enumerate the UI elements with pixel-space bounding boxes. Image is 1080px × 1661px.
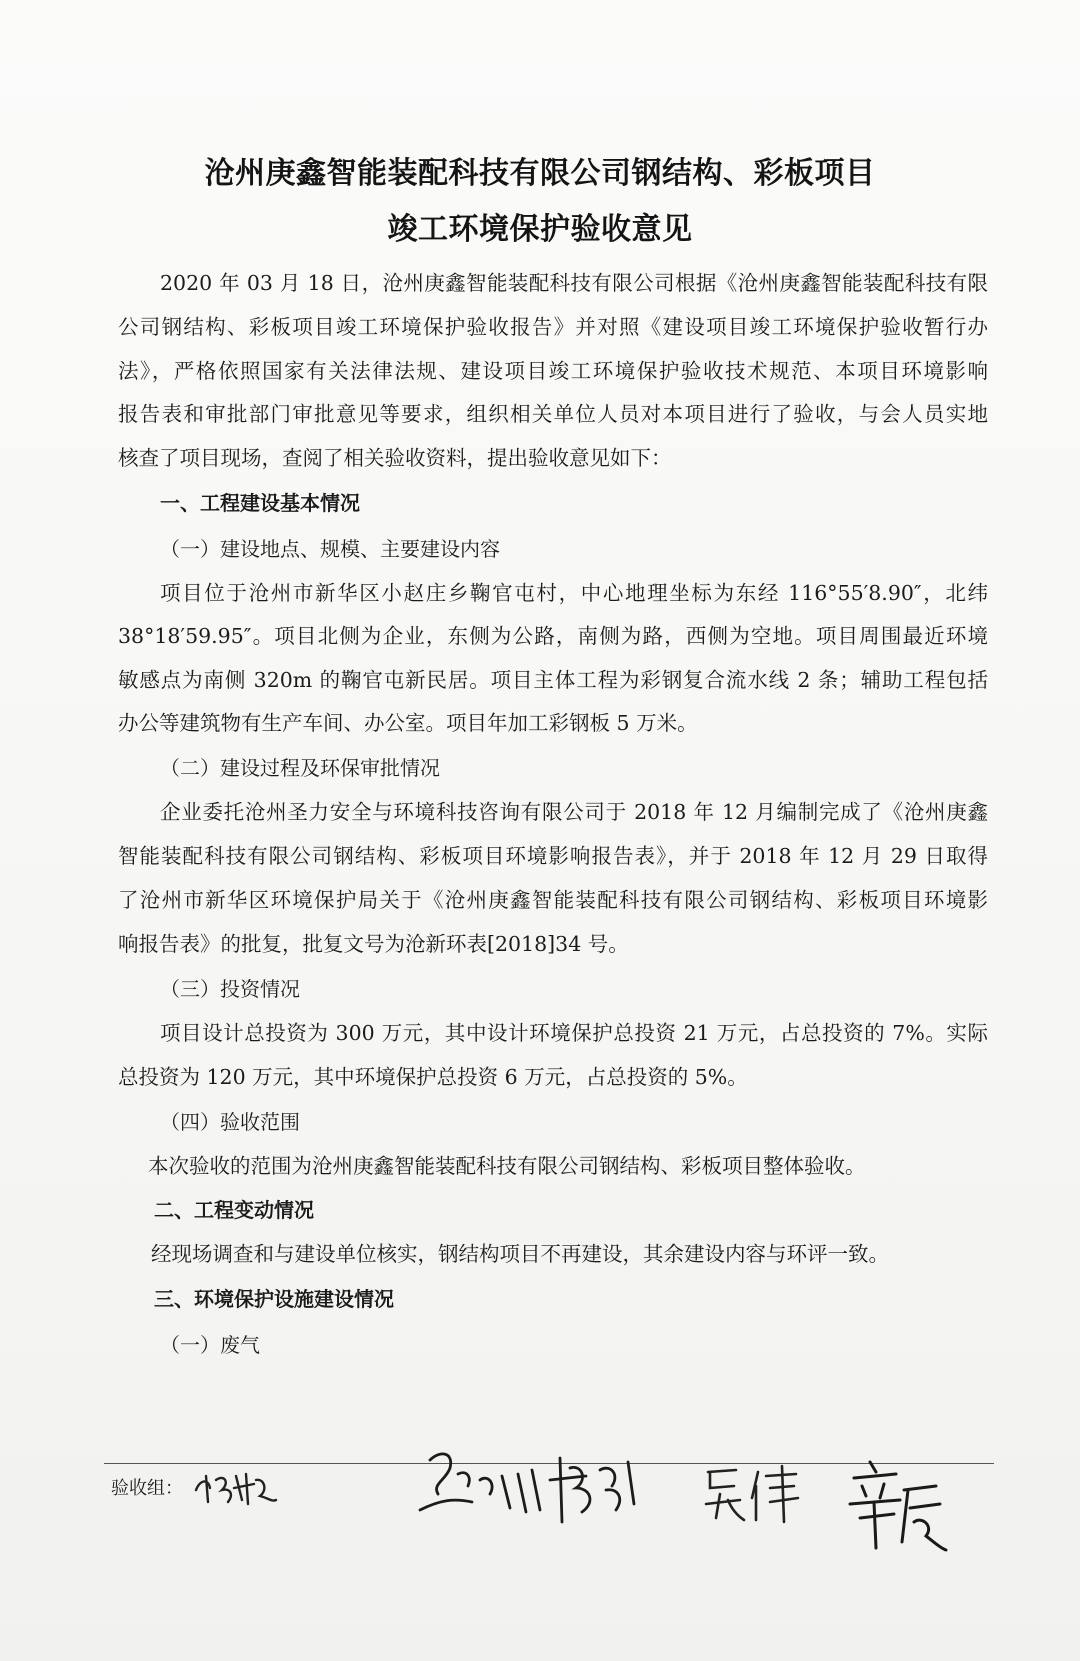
handwritten-signature-3 — [700, 1458, 810, 1528]
intro-line-3: 法》，严格依照国家有关法律法规、建设项目竣工环境保护验收技术规范、本项目环境影响 — [118, 359, 988, 383]
sub1-heading: （一）建设地点、规模、主要建设内容 — [160, 537, 500, 561]
sub4-heading: （四）验收范围 — [160, 1110, 300, 1134]
sub1-line-2: 38°18′59.95″。项目北侧为企业，东侧为公路，南侧为路，西侧为空地。项目周围最近环境 — [118, 624, 988, 648]
document-title-line1: 沧州庚鑫智能装配科技有限公司钢结构、彩板项目 — [204, 156, 876, 191]
intro-line-1: 2020 年 03 月 18 日，沧州庚鑫智能装配科技有限公司根据《沧州庚鑫智能装配科技有限 — [160, 271, 988, 295]
intro-line-4: 报告表和审批部门审批意见等要求，组织相关单位人员对本项目进行了验收，与会人员实地 — [118, 402, 988, 426]
section2-text: 经现场调查和与建设单位核实，钢结构项目不再建设，其余建设内容与环评一致。 — [151, 1242, 889, 1266]
sub2-line-3: 了沧州市新华区环境保护局关于《沧州庚鑫智能装配科技有限公司钢结构、彩板项目环境影 — [118, 888, 988, 912]
sub1-line-3: 敏感点为南侧 320m 的鞠官屯新民居。项目主体工程为彩钢复合流水线 2 条；辅助工程包括 — [118, 668, 988, 692]
sub2-line-1: 企业委托沧州圣力安全与环境科技咨询有限公司于 2018 年 12 月编制完成了《沧州庚鑫 — [160, 800, 988, 824]
handwritten-signature-1 — [190, 1462, 280, 1512]
sub3-line-2: 总投资为 120 万元，其中环境保护总投资 6 万元，占总投资的 5%。 — [118, 1065, 748, 1089]
section3-heading: 三、环境保护设施建设情况 — [154, 1287, 394, 1311]
intro-line-2: 公司钢结构、彩板项目竣工环境保护验收报告》并对照《建设项目竣工环境保护验收暂行办 — [118, 315, 988, 339]
sub5-heading: （一）废气 — [160, 1333, 260, 1357]
sub2-line-2: 智能装配科技有限公司钢结构、彩板项目环境影响报告表》，并于 2018 年 12 月 29 日取得 — [118, 844, 988, 868]
sub1-line-4: 办公等建筑物有生产车间、办公室。项目年加工彩钢板 5 万米。 — [118, 711, 698, 735]
sub2-line-4: 响报告表》的批复，批复文号为沧新环表[2018]34 号。 — [118, 932, 629, 956]
sub2-heading: （二）建设过程及环保审批情况 — [160, 756, 440, 780]
handwritten-signature-4 — [840, 1452, 950, 1562]
signature-label: 验收组： — [111, 1478, 183, 1499]
sub3-line-1: 项目设计总投资为 300 万元，其中设计环境保护总投资 21 万元，占总投资的 7%。实际 — [160, 1021, 988, 1045]
intro-line-5: 核查了项目现场，查阅了相关验收资料，提出验收意见如下： — [118, 446, 672, 470]
sub1-line-1: 项目位于沧州市新华区小赵庄乡鞠官屯村，中心地理坐标为东经 116°55′8.90″，北纬 — [160, 581, 988, 605]
sub3-heading: （三）投资情况 — [160, 977, 300, 1001]
document-title-line2: 竣工环境保护验收意见 — [387, 212, 693, 247]
handwritten-signature-2 — [410, 1440, 670, 1530]
section1-heading: 一、工程建设基本情况 — [160, 491, 360, 515]
sub4-text: 本次验收的范围为沧州庚鑫智能装配科技有限公司钢结构、彩板项目整体验收。 — [148, 1154, 866, 1178]
section2-heading: 二、工程变动情况 — [154, 1198, 314, 1222]
